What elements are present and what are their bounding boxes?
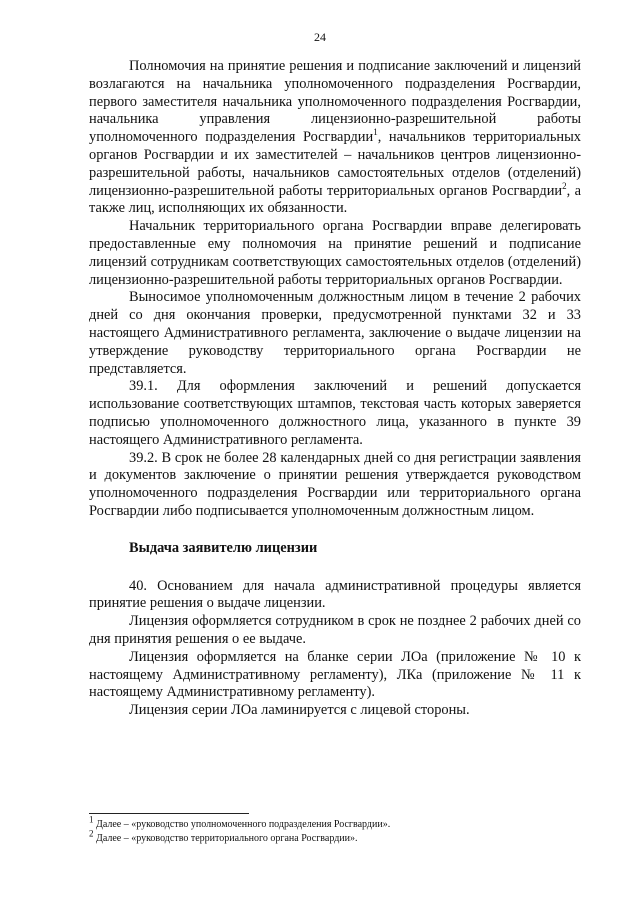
paragraph-text: , начальников территориальных органов Росгвардии и их заместителей – начальников центров лицензионно-разрешительной работы, начальников самостоятельных отделов (отделений) лицензионно-разрешительной работы территориальных органов Росгвардии — [89, 129, 581, 199]
footnote-divider — [89, 813, 249, 814]
footnote-text: Далее – «руководство уполномоченного подразделения Росгвардии». — [93, 819, 391, 830]
paragraph-lamination: Лицензия серии ЛОа ламинируется с лицевой стороны. — [129, 702, 470, 719]
page-number: 24 — [314, 30, 326, 44]
paragraph-text: Полномочия на принятие решения и подписание заключений и лицензий возлагаются на начальника уполномоченного подразделения Росгвардии, первого заместителя начальника уполномоченного подразделения Росгвардии, начальника управления лицензионно-разрешительной работы уполномоченного подразделения Росгвардии — [89, 58, 581, 146]
footnote-2 — [89, 828, 581, 846]
footnote-ref-2: 2 — [562, 180, 567, 191]
paragraph-license-form: Лицензия оформляется на бланке серии ЛОа (приложение № 10 к настоящему Административному регламенту), ЛКа (приложение № 11 к настоящему Административному регламенту). — [89, 648, 581, 701]
footnote-text: Далее – «руководство территориального органа Росгвардии». — [93, 832, 358, 844]
paragraph-39-2: 39.2. В срок не более 28 календарных дней со дня регистрации заявления и документов заключение о принятии решения утверждается руководством уполномоченного подразделения Росгвардии или территориального органа Росгвардии либо подписывается уполномоченным должностным лицом. — [89, 449, 581, 519]
section-heading: Выдача заявителю лицензии — [129, 539, 318, 556]
paragraph-conclusion: Выносимое уполномоченным должностным лицом в течение 2 рабочих дней со дня окончания проверки, предусмотренной пунктами 32 и 33 настоящего Административного регламента, заключение о выдаче лицензии на утверждение руководству территориального органа Росгвардии не представляется. — [89, 289, 581, 377]
document-body — [89, 58, 581, 720]
paragraph-40: 40. Основанием для начала административной процедуры является принятие решения о выдаче лицензии. — [89, 577, 581, 612]
footnote-ref-1: 1 — [373, 127, 378, 138]
paragraph-delegation: Начальник территориального органа Росгвардии вправе делегировать предоставленные ему полномочия на принятие решений и подписание лицензий сотрудникам соответствующих самостоятельных отделов (отделений) лицензионно-разрешительной работы территориальных органов Росгвардии. — [89, 218, 581, 288]
footnote-mark: 1 — [89, 814, 94, 825]
footnotes — [89, 814, 581, 845]
paragraph-authority — [89, 58, 581, 218]
paragraph-license-term: Лицензия оформляется сотрудником в срок не позднее 2 рабочих дней со дня принятия решения о ее выдаче. — [89, 613, 581, 647]
footnote-1 — [89, 814, 581, 832]
paragraph-text: , а также лиц, исполняющих их обязанности. — [89, 182, 581, 217]
footnote-mark: 2 — [89, 828, 94, 839]
paragraph-39-1: 39.1. Для оформления заключений и решений допускается использование соответствующих штампов, текстовая часть которых заверяется подписью уполномоченного должностного лица, указанного в пункте 39 настоящего Административного регламента. — [89, 378, 581, 448]
